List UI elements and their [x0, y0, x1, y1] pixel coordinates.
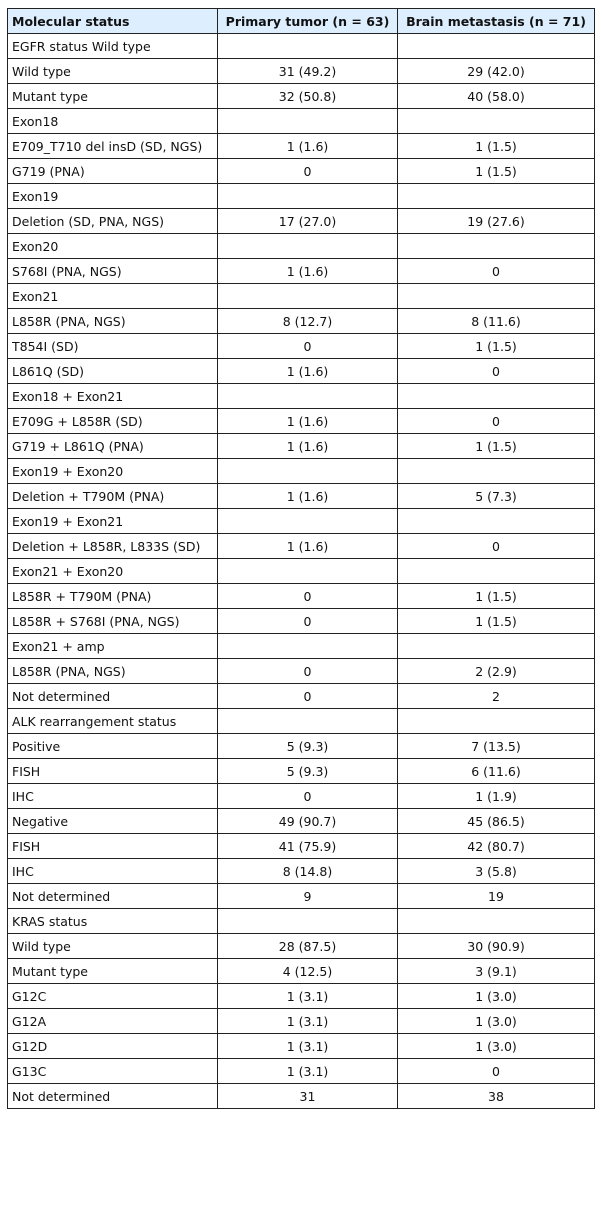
- primary-tumor-value: [218, 709, 398, 734]
- table-row: [8, 209, 595, 234]
- table-body: [8, 34, 595, 1109]
- brain-metastasis-value: 0: [398, 409, 595, 434]
- primary-tumor-value: [218, 34, 398, 59]
- table-row: [8, 159, 595, 184]
- brain-metastasis-value: [398, 109, 595, 134]
- brain-metastasis-value: 30 (90.9): [398, 934, 595, 959]
- header-brain-metastasis: Brain metastasis (n = 71): [398, 9, 595, 34]
- brain-metastasis-value: 0: [398, 1059, 595, 1084]
- table-row: [8, 934, 595, 959]
- table-row: [8, 809, 595, 834]
- primary-tumor-value: 31: [218, 1084, 398, 1109]
- brain-metastasis-value: [398, 634, 595, 659]
- row-label: Positive: [8, 734, 218, 759]
- table-row: [8, 234, 595, 259]
- primary-tumor-value: 5 (9.3): [218, 759, 398, 784]
- table-row: [8, 384, 595, 409]
- row-label: E709G + L858R (SD): [8, 409, 218, 434]
- primary-tumor-value: 1 (1.6): [218, 534, 398, 559]
- brain-metastasis-value: 40 (58.0): [398, 84, 595, 109]
- table-row: [8, 1034, 595, 1059]
- brain-metastasis-value: 19 (27.6): [398, 209, 595, 234]
- table-row: [8, 409, 595, 434]
- table-row: [8, 434, 595, 459]
- primary-tumor-value: [218, 384, 398, 409]
- primary-tumor-value: 4 (12.5): [218, 959, 398, 984]
- primary-tumor-value: 49 (90.7): [218, 809, 398, 834]
- brain-metastasis-value: 0: [398, 359, 595, 384]
- row-label: G12C: [8, 984, 218, 1009]
- row-label: Not determined: [8, 1084, 218, 1109]
- brain-metastasis-value: 1 (3.0): [398, 1009, 595, 1034]
- table-row: [8, 584, 595, 609]
- row-label: IHC: [8, 784, 218, 809]
- primary-tumor-value: 0: [218, 784, 398, 809]
- primary-tumor-value: 5 (9.3): [218, 734, 398, 759]
- header-primary-tumor: Primary tumor (n = 63): [218, 9, 398, 34]
- table-row: [8, 684, 595, 709]
- primary-tumor-value: 1 (1.6): [218, 134, 398, 159]
- row-label: FISH: [8, 759, 218, 784]
- header-row: [8, 9, 595, 34]
- primary-tumor-value: 1 (1.6): [218, 409, 398, 434]
- table-row: [8, 559, 595, 584]
- brain-metastasis-value: 1 (1.5): [398, 434, 595, 459]
- row-label: Not determined: [8, 684, 218, 709]
- row-label: Deletion + T790M (PNA): [8, 484, 218, 509]
- brain-metastasis-value: 5 (7.3): [398, 484, 595, 509]
- row-label: Exon21 + Exon20: [8, 559, 218, 584]
- brain-metastasis-value: [398, 459, 595, 484]
- brain-metastasis-value: 1 (1.5): [398, 609, 595, 634]
- brain-metastasis-value: 3 (5.8): [398, 859, 595, 884]
- table-row: [8, 1084, 595, 1109]
- header-molecular-status: Molecular status: [8, 9, 218, 34]
- brain-metastasis-value: 1 (1.5): [398, 159, 595, 184]
- primary-tumor-value: 0: [218, 659, 398, 684]
- primary-tumor-value: [218, 459, 398, 484]
- brain-metastasis-value: 8 (11.6): [398, 309, 595, 334]
- row-label: Exon21 + amp: [8, 634, 218, 659]
- brain-metastasis-value: [398, 284, 595, 309]
- brain-metastasis-value: [398, 384, 595, 409]
- primary-tumor-value: 1 (1.6): [218, 484, 398, 509]
- primary-tumor-value: 41 (75.9): [218, 834, 398, 859]
- brain-metastasis-value: 3 (9.1): [398, 959, 595, 984]
- row-label: L858R (PNA, NGS): [8, 309, 218, 334]
- table-row: [8, 534, 595, 559]
- row-label: Exon18 + Exon21: [8, 384, 218, 409]
- brain-metastasis-value: [398, 909, 595, 934]
- primary-tumor-value: 0: [218, 159, 398, 184]
- brain-metastasis-value: [398, 234, 595, 259]
- brain-metastasis-value: [398, 559, 595, 584]
- primary-tumor-value: [218, 509, 398, 534]
- brain-metastasis-value: 38: [398, 1084, 595, 1109]
- table-row: [8, 959, 595, 984]
- primary-tumor-value: 0: [218, 584, 398, 609]
- table-row: [8, 709, 595, 734]
- row-label: T854I (SD): [8, 334, 218, 359]
- primary-tumor-value: 17 (27.0): [218, 209, 398, 234]
- table-row: [8, 284, 595, 309]
- table-row: [8, 784, 595, 809]
- table-row: [8, 259, 595, 284]
- primary-tumor-value: [218, 109, 398, 134]
- row-label: Deletion (SD, PNA, NGS): [8, 209, 218, 234]
- primary-tumor-value: 8 (14.8): [218, 859, 398, 884]
- row-label: L858R + S768I (PNA, NGS): [8, 609, 218, 634]
- brain-metastasis-value: 2: [398, 684, 595, 709]
- primary-tumor-value: 8 (12.7): [218, 309, 398, 334]
- primary-tumor-value: [218, 184, 398, 209]
- brain-metastasis-value: 1 (3.0): [398, 1034, 595, 1059]
- primary-tumor-value: 0: [218, 684, 398, 709]
- primary-tumor-value: [218, 234, 398, 259]
- table-row: [8, 659, 595, 684]
- table-row: [8, 459, 595, 484]
- row-label: FISH: [8, 834, 218, 859]
- row-label: Mutant type: [8, 84, 218, 109]
- row-label: Wild type: [8, 934, 218, 959]
- primary-tumor-value: 1 (3.1): [218, 1059, 398, 1084]
- brain-metastasis-value: 45 (86.5): [398, 809, 595, 834]
- table-row: [8, 59, 595, 84]
- row-label: Exon21: [8, 284, 218, 309]
- molecular-status-table: [7, 8, 595, 1109]
- table-row: [8, 184, 595, 209]
- row-label: Exon19: [8, 184, 218, 209]
- table-row: [8, 634, 595, 659]
- brain-metastasis-value: [398, 709, 595, 734]
- table-row: [8, 484, 595, 509]
- brain-metastasis-value: 0: [398, 534, 595, 559]
- row-label: Not determined: [8, 884, 218, 909]
- primary-tumor-value: 28 (87.5): [218, 934, 398, 959]
- table-row: [8, 359, 595, 384]
- row-label: G719 + L861Q (PNA): [8, 434, 218, 459]
- primary-tumor-value: 1 (3.1): [218, 1034, 398, 1059]
- brain-metastasis-value: [398, 509, 595, 534]
- brain-metastasis-value: 1 (1.5): [398, 584, 595, 609]
- primary-tumor-value: 1 (1.6): [218, 434, 398, 459]
- table-row: [8, 609, 595, 634]
- table-row: [8, 334, 595, 359]
- primary-tumor-value: [218, 909, 398, 934]
- brain-metastasis-value: 1 (1.5): [398, 134, 595, 159]
- table-row: [8, 884, 595, 909]
- table-row: [8, 734, 595, 759]
- primary-tumor-value: 1 (1.6): [218, 259, 398, 284]
- row-label: G719 (PNA): [8, 159, 218, 184]
- row-label: G12D: [8, 1034, 218, 1059]
- brain-metastasis-value: 19: [398, 884, 595, 909]
- row-label: Exon19 + Exon20: [8, 459, 218, 484]
- brain-metastasis-value: 7 (13.5): [398, 734, 595, 759]
- brain-metastasis-value: 2 (2.9): [398, 659, 595, 684]
- table-row: [8, 1059, 595, 1084]
- row-label: L858R + T790M (PNA): [8, 584, 218, 609]
- row-label: Exon19 + Exon21: [8, 509, 218, 534]
- table-row: [8, 134, 595, 159]
- table-row: [8, 1009, 595, 1034]
- brain-metastasis-value: 42 (80.7): [398, 834, 595, 859]
- brain-metastasis-value: 6 (11.6): [398, 759, 595, 784]
- row-label: E709_T710 del insD (SD, NGS): [8, 134, 218, 159]
- table-row: [8, 759, 595, 784]
- row-label: KRAS status: [8, 909, 218, 934]
- row-label: EGFR status Wild type: [8, 34, 218, 59]
- brain-metastasis-value: 1 (1.5): [398, 334, 595, 359]
- primary-tumor-value: [218, 634, 398, 659]
- primary-tumor-value: 32 (50.8): [218, 84, 398, 109]
- row-label: G12A: [8, 1009, 218, 1034]
- brain-metastasis-value: 29 (42.0): [398, 59, 595, 84]
- table-row: [8, 309, 595, 334]
- table-row: [8, 109, 595, 134]
- primary-tumor-value: [218, 559, 398, 584]
- primary-tumor-value: 9: [218, 884, 398, 909]
- row-label: ALK rearrangement status: [8, 709, 218, 734]
- primary-tumor-value: 0: [218, 334, 398, 359]
- table-row: [8, 834, 595, 859]
- primary-tumor-value: 1 (1.6): [218, 359, 398, 384]
- row-label: S768I (PNA, NGS): [8, 259, 218, 284]
- table-row: [8, 84, 595, 109]
- table-row: [8, 984, 595, 1009]
- table-row: [8, 859, 595, 884]
- primary-tumor-value: [218, 284, 398, 309]
- row-label: G13C: [8, 1059, 218, 1084]
- primary-tumor-value: 1 (3.1): [218, 1009, 398, 1034]
- brain-metastasis-value: [398, 34, 595, 59]
- table-row: [8, 34, 595, 59]
- row-label: Mutant type: [8, 959, 218, 984]
- row-label: Exon20: [8, 234, 218, 259]
- brain-metastasis-value: 0: [398, 259, 595, 284]
- row-label: L861Q (SD): [8, 359, 218, 384]
- brain-metastasis-value: 1 (3.0): [398, 984, 595, 1009]
- primary-tumor-value: 31 (49.2): [218, 59, 398, 84]
- row-label: Negative: [8, 809, 218, 834]
- row-label: Deletion + L858R, L833S (SD): [8, 534, 218, 559]
- table-row: [8, 909, 595, 934]
- row-label: L858R (PNA, NGS): [8, 659, 218, 684]
- row-label: Wild type: [8, 59, 218, 84]
- primary-tumor-value: 1 (3.1): [218, 984, 398, 1009]
- brain-metastasis-value: [398, 184, 595, 209]
- brain-metastasis-value: 1 (1.9): [398, 784, 595, 809]
- row-label: IHC: [8, 859, 218, 884]
- table-row: [8, 509, 595, 534]
- row-label: Exon18: [8, 109, 218, 134]
- primary-tumor-value: 0: [218, 609, 398, 634]
